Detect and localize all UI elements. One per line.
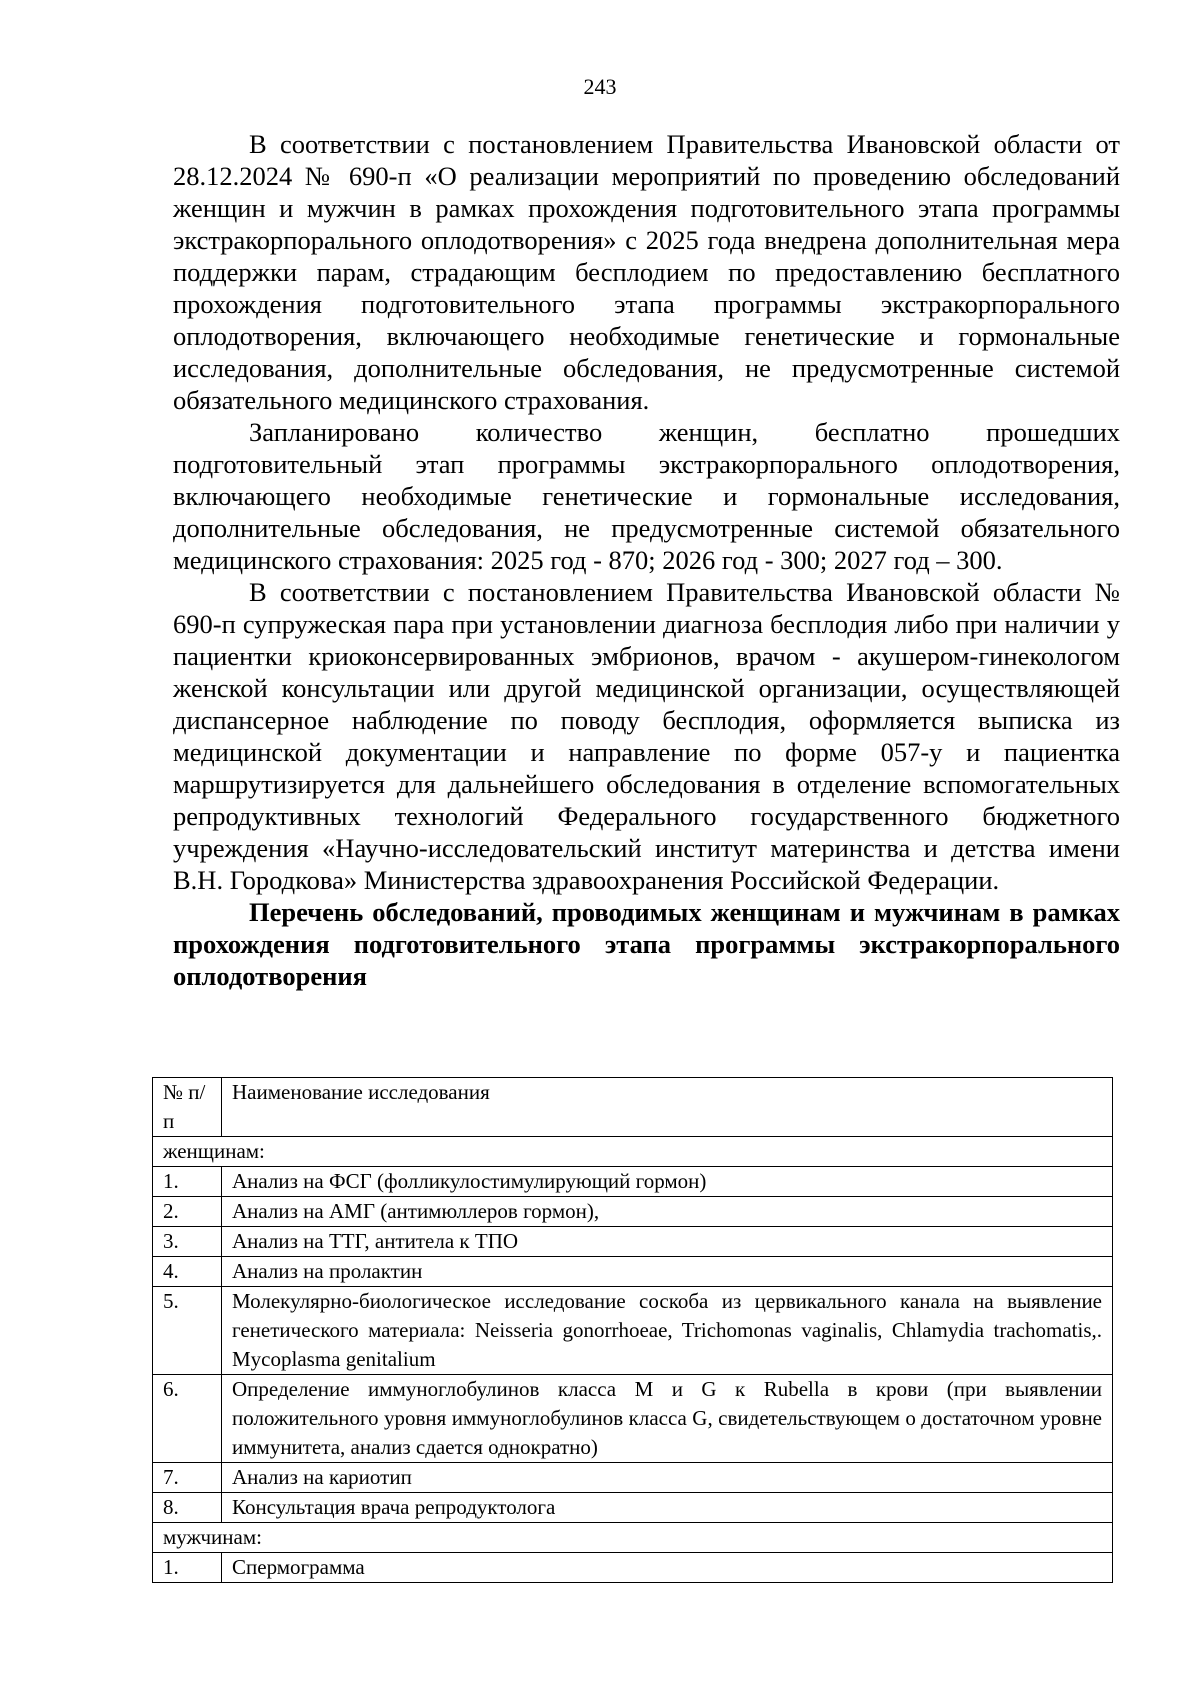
row-name: Консультация врача репродуктолога <box>222 1493 1113 1523</box>
row-name: Определение иммуноглобулинов класса M и G к Rubella в крови (при выявлении положительного уровня иммуноглобулинов класса G, свидетельствующем о достаточном уровне иммунитета, анализ сдается однократно) <box>222 1375 1113 1463</box>
row-name: Анализ на АМГ (антимюллеров гормон), <box>222 1197 1113 1227</box>
table-row <box>153 1227 1113 1257</box>
row-number: 4. <box>153 1257 222 1287</box>
group-row-women <box>153 1137 1113 1167</box>
table-row <box>153 1553 1113 1583</box>
table-row <box>153 1493 1113 1523</box>
document-body <box>173 128 1120 992</box>
row-number: 3. <box>153 1227 222 1257</box>
row-number: 5. <box>153 1287 222 1375</box>
paragraph-routing: В соответствии с постановлением Правительства Ивановской области № 690-п супружеская пара при установлении диагноза бесплодия либо при наличии у пациентки криоконсервированных эмбрионов, врачом - акушером-гинекологом женской консультации или другой медицинской организации, осуществляющей диспансерное наблюдение по поводу бесплодия, оформляется выписка из медицинской документации и направление по форме 057-у и пациентка маршрутизируется для дальнейшего обследования в отделение вспомогательных репродуктивных технологий Федерального государственного бюджетного учреждения «Научно-исследовательский институт материнства и детства имени В.Н. Городкова» Министерства здравоохранения Российской Федерации. <box>173 577 1120 895</box>
row-name: Молекулярно-биологическое исследование соскоба из цервикального канала на выявление генетического материала: Neisseria gonorrhoeae, Trichomonas vaginalis, Chlamydia trachomatis,. Mycoplasma genitalium <box>222 1287 1113 1375</box>
row-number: 7. <box>153 1463 222 1493</box>
group-label-women: женщинам: <box>153 1137 1113 1167</box>
row-name: Анализ на пролактин <box>222 1257 1113 1287</box>
header-number: № п/п <box>153 1078 222 1137</box>
row-number: 8. <box>153 1493 222 1523</box>
table-row <box>153 1375 1113 1463</box>
row-name: Анализ на ТТГ, антитела к ТПО <box>222 1227 1113 1257</box>
examinations-table <box>152 1077 1113 1583</box>
row-number: 1. <box>153 1553 222 1583</box>
table-row <box>153 1257 1113 1287</box>
table-row <box>153 1197 1113 1227</box>
row-name: Спермограмма <box>222 1553 1113 1583</box>
group-row-men <box>153 1523 1113 1553</box>
table-header-row <box>153 1078 1113 1137</box>
header-name: Наименование исследования <box>222 1078 1113 1137</box>
row-number: 1. <box>153 1167 222 1197</box>
table-row <box>153 1463 1113 1493</box>
group-label-men: мужчинам: <box>153 1523 1113 1553</box>
row-number: 6. <box>153 1375 222 1463</box>
row-name: Анализ на ФСГ (фолликулостимулирующий гормон) <box>222 1167 1113 1197</box>
section-heading: Перечень обследований, проводимых женщинам и мужчинам в рамках прохождения подготовительного этапа программы экстракорпорального оплодотворения <box>173 897 1120 991</box>
table-row <box>153 1287 1113 1375</box>
table-row <box>153 1167 1113 1197</box>
paragraph-resolution: В соответствии с постановлением Правительства Ивановской области от 28.12.2024 № 690-п «О реализации мероприятий по проведению обследований женщин и мужчин в рамках прохождения подготовительного этапа программы экстракорпорального оплодотворения» с 2025 года внедрена дополнительная мера поддержки парам, страдающим бесплодием по предоставлению бесплатного прохождения подготовительного этапа программы экстракорпорального оплодотворения, включающего необходимые генетические и гормональные исследования, дополнительные обследования, не предусмотренные системой обязательного медицинского страхования. <box>173 129 1120 415</box>
row-name: Анализ на кариотип <box>222 1463 1113 1493</box>
paragraph-planned-count: Запланировано количество женщин, бесплатно прошедших подготовительный этап программы экстракорпорального оплодотворения, включающего необходимые генетические и гормональные исследования, дополнительные обследования, не предусмотренные системой обязательного медицинского страхования: 2025 год - 870; 2026 год - 300; 2027 год – 300. <box>173 417 1120 575</box>
row-number: 2. <box>153 1197 222 1227</box>
page-number: 243 <box>583 74 617 99</box>
